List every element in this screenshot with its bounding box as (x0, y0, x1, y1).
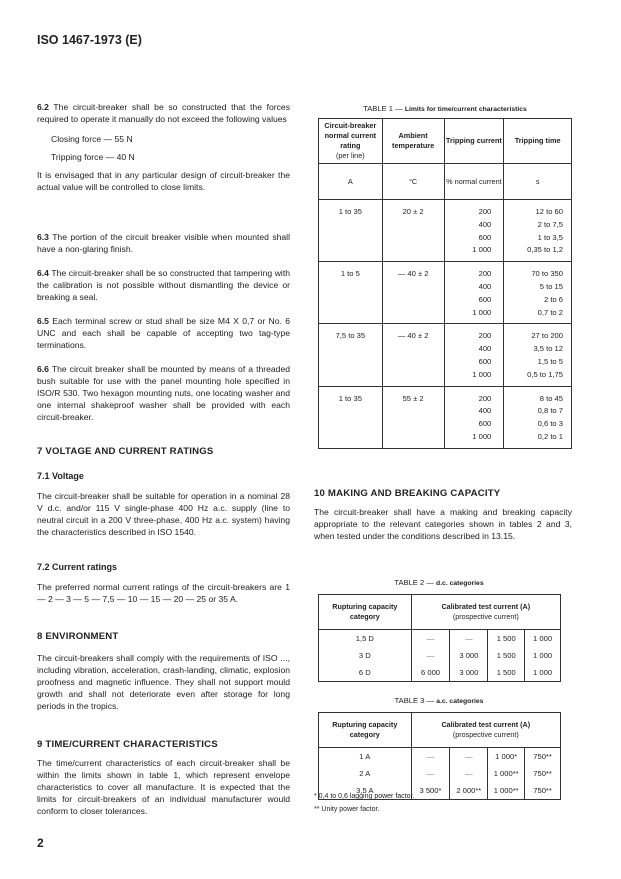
test-current-cell: 6 000 (411, 664, 450, 682)
test-current-cell: 1 500 (488, 664, 525, 682)
clause-6-3 (37, 231, 290, 255)
tripping-current-cell (444, 324, 504, 386)
rating-cell: 1 to 35 (319, 386, 383, 448)
clause-number: 6.5 (37, 316, 49, 326)
section-7-1-heading: 7.1 Voltage (37, 471, 84, 481)
temperature-cell: — 40 ± 2 (382, 324, 444, 386)
clause-text: The portion of the circuit breaker visible when mounted shall have a non-glaring finish. (37, 232, 290, 254)
clause-number: 6.4 (37, 268, 49, 278)
section-8-heading: 8 ENVIRONMENT (37, 631, 119, 642)
test-current-cell: 750** (525, 782, 561, 800)
rating-cell: 1 to 5 (319, 262, 383, 324)
rating-cell: 1 to 35 (319, 200, 383, 262)
unit-time: s (504, 164, 572, 200)
header-test-current-label: Calibrated test current (A) (441, 602, 531, 611)
time-value: 0,5 to 1,75 (527, 369, 563, 379)
tripping-force: Tripping force — 40 N (51, 152, 135, 162)
header-note: (per line) (335, 151, 365, 160)
clause-6-5 (37, 315, 290, 351)
unit-current: % normal current (444, 164, 504, 200)
footnote-2: ** Unity power factor. (314, 806, 380, 813)
footnote-1: * 0,4 to 0,6 lagging power factor. (314, 793, 415, 800)
current-value: 600 (478, 294, 492, 304)
table-row (319, 200, 572, 262)
header-temperature: Ambient temperature (382, 119, 444, 164)
time-value: 0,6 to 3 (537, 419, 563, 429)
test-current-cell: 1 500 (488, 630, 525, 648)
time-value: 0,35 to 1,2 (527, 245, 563, 255)
current-value: 1 000 (472, 431, 492, 441)
test-current-cell: 3 000 (450, 647, 488, 664)
tripping-current-cell (444, 200, 504, 262)
header-test-current (411, 595, 560, 630)
tripping-current-cell (444, 262, 504, 324)
time-value: 70 to 350 (531, 269, 563, 279)
time-value: 1 to 3,5 (537, 232, 563, 242)
time-value: 0,2 to 1 (537, 431, 563, 441)
table-3-ac-categories (318, 712, 561, 800)
tripping-time-cell (504, 262, 572, 324)
clause-text: The circuit-breaker shall be so constructed that the forces required to operate it manually do not exceed the following values (37, 102, 290, 124)
table-row (319, 664, 561, 682)
clause-text: The circuit-breaker shall be so constructed that tampering with the calibration is not possible without dismantling the device or breaking a seal. (37, 268, 291, 302)
table-row (319, 748, 561, 766)
time-value: 2 to 7,5 (537, 219, 563, 229)
tripping-time-cell (504, 200, 572, 262)
time-value: 5 to 15 (539, 281, 563, 291)
category-cell: 6 D (319, 664, 412, 682)
section-7-2-heading: 7.2 Current ratings (37, 562, 118, 572)
section-7-heading: 7 VOLTAGE AND CURRENT RATINGS (37, 446, 214, 457)
clause-text: The circuit breaker shall be mounted by means of a threaded bush suitable for use with the panel mounting hole specified in ISO/R 530. Two hexagon mounting nuts, one locating washer and one internal shakeproof washer shall be provided with each circuit-breaker. (37, 364, 291, 422)
header-tripping-time: Tripping time (504, 119, 572, 164)
category-cell: 1,5 D (319, 630, 412, 648)
clause-6-4 (37, 267, 290, 303)
clause-6-2 (37, 101, 290, 193)
section-10-heading: 10 MAKING AND BREAKING CAPACITY (314, 488, 501, 499)
current-value: 1 000 (472, 369, 492, 379)
current-value: 400 (478, 219, 492, 229)
closing-force: Closing force — 55 N (51, 134, 133, 144)
current-value: 200 (478, 393, 492, 403)
test-current-cell: 3 500* (411, 782, 450, 800)
tripping-time-cell (504, 386, 572, 448)
clause-text: Each terminal screw or stud shall be size M4 X 0,7 or No. 6 UNC and each shall be capable of accepting two tag-type terminations. (37, 316, 291, 350)
test-current-cell: 750** (525, 748, 561, 766)
time-value: 0,7 to 2 (537, 307, 563, 317)
category-cell: 3,5 A (319, 782, 412, 800)
table-row (319, 630, 561, 648)
test-current-cell: — (411, 630, 450, 648)
header-rating (319, 119, 383, 164)
header-subtitle: (prospective current) (452, 730, 519, 739)
section-7-1-text: The circuit-breaker shall be suitable for operation in a nominal 28 V d.c. and/or 115 V single-phase 400 Hz a.c. supply (line to neutral circuit in a 200 V three-phase, 400 Hz a.c. system) having the characteristics described in ISO 1540. (37, 491, 290, 537)
test-current-cell: 750** (525, 765, 561, 782)
clause-note: It is envisaged that in any particular design of circuit-breaker the actual value will be controlled to close limits. (37, 170, 290, 192)
temperature-cell: 20 ± 2 (382, 200, 444, 262)
test-current-cell: 1 000 (525, 664, 561, 682)
caption-title: a.c. categories (436, 698, 484, 705)
section-9-text: The time/current characteristics of each circuit-breaker shall be within the limits shown in table 1, which represent envelope characteristics to cover all manufacture. It is expected that the limits for circuit-breakers of an individual manufacturer would conform to closer tolerances. (37, 758, 290, 816)
header-row (319, 595, 561, 630)
time-value: 1,5 to 5 (537, 356, 563, 366)
current-value: 1 000 (472, 307, 492, 317)
category-cell: 3 D (319, 647, 412, 664)
current-value: 400 (478, 406, 492, 416)
header-test-current (411, 713, 560, 748)
table-row (319, 647, 561, 664)
tripping-time-cell (504, 324, 572, 386)
table-2-dc-categories (318, 594, 561, 682)
table-3-caption (314, 696, 564, 705)
caption-title: Limits for time/current characteristics (404, 106, 527, 113)
header-category: Rupturing capacity category (319, 595, 412, 630)
test-current-cell: — (450, 630, 488, 648)
test-current-cell: — (450, 765, 488, 782)
current-value: 600 (478, 232, 492, 242)
header-row (319, 713, 561, 748)
time-value: 27 to 200 (531, 331, 563, 341)
header-subtitle: (prospective current) (452, 612, 519, 621)
temperature-cell: 55 ± 2 (382, 386, 444, 448)
section-8-text: The circuit-breakers shall comply with the requirements of ISO ..., including vibration, acceleration, crash-landing, climatic, explosion proofness and magnetic influence. They shall not support mould growth and shall not deteriorate even after storage for long periods in the tropics. (37, 653, 290, 711)
test-current-cell: — (411, 647, 450, 664)
page-number: 2 (37, 836, 44, 850)
header-category: Rupturing capacity category (319, 713, 412, 748)
test-current-cell: — (411, 765, 450, 782)
caption-title: d.c. categories (436, 580, 484, 587)
tripping-current-cell (444, 386, 504, 448)
test-current-cell: 1 000** (488, 782, 525, 800)
test-current-cell: — (411, 748, 450, 766)
table-row (319, 262, 572, 324)
header-text: Circuit-breaker normal current rating (324, 121, 377, 150)
test-current-cell: 1 000** (488, 765, 525, 782)
rating-cell: 7,5 to 35 (319, 324, 383, 386)
test-current-cell: 1 000 (525, 630, 561, 648)
caption-prefix: TABLE 2 — (394, 578, 437, 587)
header-tripping-current: Tripping current (444, 119, 504, 164)
test-current-cell: 1 500 (488, 647, 525, 664)
test-current-cell: 1 000 (525, 647, 561, 664)
category-cell: 1 A (319, 748, 412, 766)
section-10-text: The circuit-breaker shall have a making and breaking capacity appropriate to the relevant categories shown in tables 2 and 3, when tested under the conditions described in 13.15. (314, 507, 572, 541)
unit-rating: A (319, 164, 383, 200)
clause-number: 6.3 (37, 232, 49, 242)
test-current-cell: 3 000 (450, 664, 488, 682)
current-value: 400 (478, 281, 492, 291)
current-value: 400 (478, 344, 492, 354)
table-row (319, 765, 561, 782)
current-value: 600 (478, 356, 492, 366)
table-row (319, 324, 572, 386)
clause-number: 6.2 (37, 102, 49, 112)
category-cell: 2 A (319, 765, 412, 782)
time-value: 3,5 to 12 (533, 344, 563, 354)
clause-6-6 (37, 363, 290, 423)
time-value: 8 to 45 (539, 393, 563, 403)
table-1-time-current-limits (318, 118, 572, 449)
table-row (319, 386, 572, 448)
current-value: 600 (478, 419, 492, 429)
test-current-cell: 2 000** (450, 782, 488, 800)
time-value: 12 to 60 (535, 207, 563, 216)
current-value: 200 (478, 331, 492, 341)
temperature-cell: — 40 ± 2 (382, 262, 444, 324)
section-7-2-text: The preferred normal current ratings of the circuit-breakers are 1 — 2 — 3 — 5 — 7,5 — 10 — 15 — 20 — 25 or 35 A. (37, 582, 290, 604)
test-current-cell: 1 000* (488, 748, 525, 766)
clause-number: 6.6 (37, 364, 49, 374)
caption-prefix: TABLE 3 — (394, 696, 437, 705)
table-2-caption (314, 578, 564, 587)
unit-temperature: °C (382, 164, 444, 200)
time-value: 0,8 to 7 (537, 406, 563, 416)
current-value: 200 (478, 207, 492, 216)
document-header: ISO 1467-1973 (E) (37, 33, 142, 47)
time-value: 2 to 6 (544, 294, 563, 304)
current-value: 200 (478, 269, 492, 279)
section-9-heading: 9 TIME/CURRENT CHARACTERISTICS (37, 739, 218, 750)
header-test-current-label: Calibrated test current (A) (441, 720, 531, 729)
caption-prefix: TABLE 1 — (363, 104, 405, 113)
table-1-caption (314, 104, 576, 113)
current-value: 1 000 (472, 245, 492, 255)
test-current-cell: — (450, 748, 488, 766)
